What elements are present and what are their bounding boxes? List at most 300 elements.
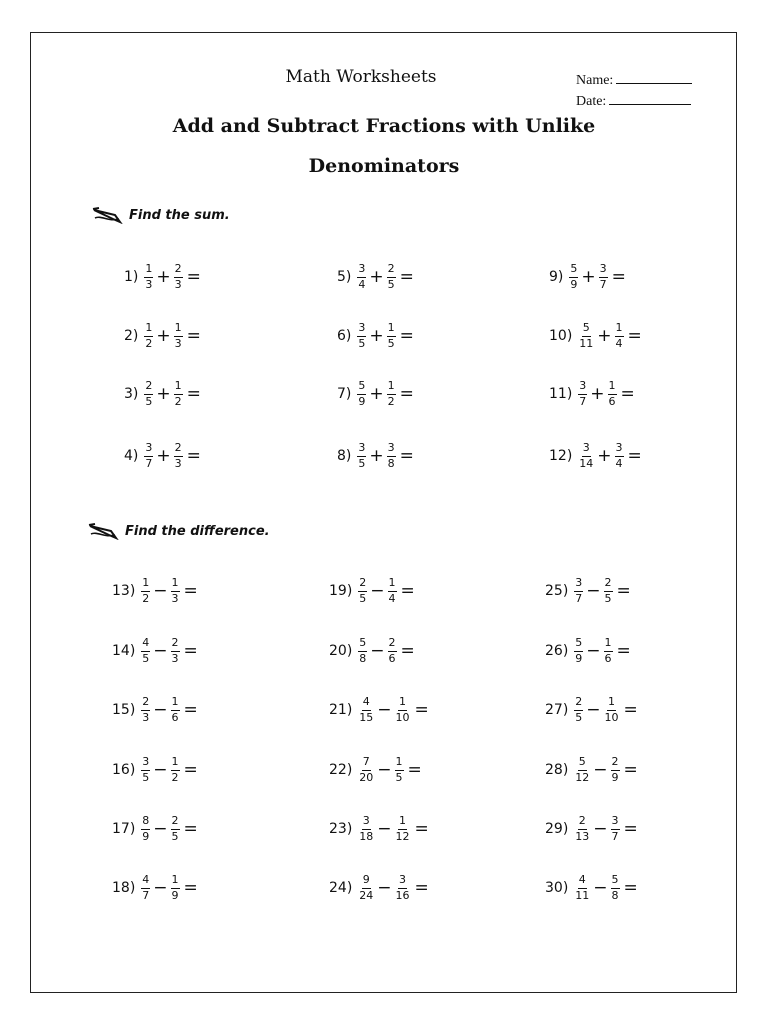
equals-sign: = bbox=[399, 384, 414, 405]
numerator: 3 bbox=[574, 577, 583, 592]
equals-sign: = bbox=[183, 819, 198, 840]
denominator: 7 bbox=[611, 829, 619, 843]
problem-item bbox=[549, 380, 635, 408]
problem-number: 15) bbox=[112, 702, 136, 719]
fraction-a bbox=[357, 263, 366, 291]
equals-sign: = bbox=[186, 267, 201, 288]
denominator: 16 bbox=[395, 888, 410, 902]
problem-item bbox=[329, 815, 429, 843]
denominator: 5 bbox=[387, 277, 395, 291]
numerator: 1 bbox=[174, 322, 183, 337]
pencil-icon bbox=[91, 206, 123, 224]
fraction-b bbox=[174, 263, 183, 291]
problem-item bbox=[112, 637, 198, 665]
fraction-a bbox=[357, 322, 366, 350]
denominator: 15 bbox=[359, 710, 374, 724]
operator: − bbox=[593, 760, 608, 781]
equals-sign: = bbox=[623, 878, 638, 899]
fraction-b bbox=[171, 577, 180, 605]
problem-item bbox=[337, 380, 414, 408]
fraction-b bbox=[174, 380, 183, 408]
operator: + bbox=[369, 267, 384, 288]
operator: − bbox=[593, 878, 608, 899]
fraction-b bbox=[611, 756, 620, 784]
numerator: 2 bbox=[141, 696, 150, 711]
problem-number: 17) bbox=[112, 821, 136, 838]
section-difference-heading bbox=[87, 522, 270, 540]
equals-sign: = bbox=[414, 878, 429, 899]
numerator: 1 bbox=[604, 637, 613, 652]
equals-sign: = bbox=[183, 581, 198, 602]
denominator: 3 bbox=[171, 651, 179, 665]
denominator: 5 bbox=[358, 456, 366, 470]
operator: + bbox=[590, 384, 605, 405]
equals-sign: = bbox=[627, 326, 642, 347]
problem-number: 29) bbox=[545, 821, 569, 838]
operator: − bbox=[153, 878, 168, 899]
fraction-b bbox=[388, 577, 397, 605]
numerator: 5 bbox=[358, 637, 367, 652]
problem-item bbox=[112, 756, 198, 784]
fraction-a bbox=[574, 874, 590, 902]
denominator: 5 bbox=[145, 394, 153, 408]
numerator: 1 bbox=[171, 874, 180, 889]
fraction-a bbox=[358, 874, 374, 902]
denominator: 3 bbox=[171, 591, 179, 605]
denominator: 9 bbox=[570, 277, 578, 291]
problem-number: 19) bbox=[329, 583, 353, 600]
equals-sign: = bbox=[623, 700, 638, 721]
denominator: 5 bbox=[358, 336, 366, 350]
denominator: 9 bbox=[575, 651, 583, 665]
denominator: 12 bbox=[575, 770, 590, 784]
denominator: 5 bbox=[387, 336, 395, 350]
denominator: 3 bbox=[145, 277, 153, 291]
fraction-b bbox=[171, 756, 180, 784]
numerator: 3 bbox=[144, 442, 153, 457]
operator: + bbox=[369, 446, 384, 467]
denominator: 6 bbox=[604, 651, 612, 665]
operator: − bbox=[586, 581, 601, 602]
denominator: 6 bbox=[608, 394, 616, 408]
section-heading-text: Find the sum. bbox=[129, 207, 230, 223]
equals-sign: = bbox=[183, 878, 198, 899]
denominator: 5 bbox=[171, 829, 179, 843]
fraction-a bbox=[144, 442, 153, 470]
problem-number: 4) bbox=[124, 448, 139, 465]
numerator: 2 bbox=[578, 815, 587, 830]
problem-number: 16) bbox=[112, 762, 136, 779]
fraction-b bbox=[387, 442, 396, 470]
denominator: 9 bbox=[611, 770, 619, 784]
fraction-b bbox=[611, 815, 620, 843]
operator: − bbox=[153, 700, 168, 721]
fraction-a bbox=[144, 263, 153, 291]
operator: − bbox=[370, 581, 385, 602]
problem-number: 27) bbox=[545, 702, 569, 719]
fraction-b bbox=[611, 874, 620, 902]
numerator: 1 bbox=[144, 263, 153, 278]
problem-item bbox=[549, 263, 626, 291]
numerator: 3 bbox=[578, 380, 587, 395]
denominator: 5 bbox=[359, 591, 367, 605]
problem-number: 14) bbox=[112, 643, 136, 660]
problem-number: 22) bbox=[329, 762, 353, 779]
equals-sign: = bbox=[186, 446, 201, 467]
denominator: 5 bbox=[395, 770, 403, 784]
operator: + bbox=[156, 384, 171, 405]
numerator: 5 bbox=[569, 263, 578, 278]
equals-sign: = bbox=[183, 760, 198, 781]
operator: − bbox=[377, 760, 392, 781]
problem-number: 1) bbox=[124, 269, 139, 286]
denominator: 6 bbox=[388, 651, 396, 665]
numerator: 3 bbox=[615, 442, 624, 457]
operator: − bbox=[593, 819, 608, 840]
numerator: 4 bbox=[141, 637, 150, 652]
denominator: 6 bbox=[171, 710, 179, 724]
fraction-a bbox=[574, 815, 590, 843]
fraction-a bbox=[141, 696, 150, 724]
equals-sign: = bbox=[623, 819, 638, 840]
denominator: 3 bbox=[174, 336, 182, 350]
fraction-b bbox=[387, 380, 396, 408]
problem-number: 3) bbox=[124, 386, 139, 403]
denominator: 12 bbox=[395, 829, 410, 843]
problem-item bbox=[545, 874, 638, 902]
problem-number: 18) bbox=[112, 880, 136, 897]
numerator: 3 bbox=[611, 815, 620, 830]
problem-item bbox=[112, 696, 198, 724]
numerator: 1 bbox=[398, 815, 407, 830]
operator: − bbox=[153, 641, 168, 662]
problem-number: 28) bbox=[545, 762, 569, 779]
numerator: 5 bbox=[611, 874, 620, 889]
fraction-b bbox=[604, 696, 620, 724]
operator: − bbox=[377, 878, 392, 899]
date-blank-line bbox=[609, 92, 691, 105]
fraction-a bbox=[569, 263, 578, 291]
operator: − bbox=[586, 700, 601, 721]
numerator: 2 bbox=[171, 815, 180, 830]
denominator: 7 bbox=[579, 394, 587, 408]
numerator: 1 bbox=[387, 380, 396, 395]
numerator: 1 bbox=[615, 322, 624, 337]
operator: + bbox=[597, 326, 612, 347]
operator: − bbox=[153, 819, 168, 840]
numerator: 3 bbox=[582, 442, 591, 457]
operator: + bbox=[597, 446, 612, 467]
numerator: 1 bbox=[607, 696, 616, 711]
numerator: 3 bbox=[357, 322, 366, 337]
equals-sign: = bbox=[623, 760, 638, 781]
fraction-a bbox=[578, 380, 587, 408]
fraction-a bbox=[358, 637, 367, 665]
fraction-a bbox=[358, 577, 367, 605]
fraction-a bbox=[141, 874, 150, 902]
equals-sign: = bbox=[620, 384, 635, 405]
problem-number: 10) bbox=[549, 328, 573, 345]
problem-item bbox=[329, 696, 429, 724]
equals-sign: = bbox=[399, 446, 414, 467]
numerator: 2 bbox=[144, 380, 153, 395]
equals-sign: = bbox=[407, 760, 422, 781]
denominator: 5 bbox=[142, 651, 150, 665]
denominator: 4 bbox=[615, 336, 623, 350]
problem-item bbox=[329, 637, 415, 665]
denominator: 14 bbox=[579, 456, 594, 470]
denominator: 3 bbox=[142, 710, 150, 724]
numerator: 1 bbox=[387, 322, 396, 337]
equals-sign: = bbox=[183, 700, 198, 721]
fraction-a bbox=[357, 442, 366, 470]
fraction-a bbox=[144, 380, 153, 408]
numerator: 1 bbox=[171, 577, 180, 592]
site-title: Math Worksheets bbox=[285, 67, 437, 87]
fraction-a bbox=[358, 815, 374, 843]
denominator: 10 bbox=[604, 710, 619, 724]
numerator: 3 bbox=[357, 442, 366, 457]
fraction-b bbox=[174, 322, 183, 350]
numerator: 7 bbox=[362, 756, 371, 771]
fraction-b bbox=[171, 696, 180, 724]
numerator: 1 bbox=[144, 322, 153, 337]
problem-item bbox=[329, 577, 415, 605]
denominator: 10 bbox=[395, 710, 410, 724]
denominator: 5 bbox=[142, 770, 150, 784]
problem-item bbox=[124, 442, 201, 470]
fraction-a bbox=[574, 577, 583, 605]
problem-item bbox=[545, 815, 638, 843]
equals-sign: = bbox=[183, 641, 198, 662]
numerator: 2 bbox=[358, 577, 367, 592]
problem-item bbox=[337, 263, 414, 291]
numerator: 3 bbox=[357, 263, 366, 278]
numerator: 2 bbox=[174, 263, 183, 278]
denominator: 24 bbox=[359, 888, 374, 902]
fraction-a bbox=[574, 637, 583, 665]
equals-sign: = bbox=[616, 581, 631, 602]
equals-sign: = bbox=[611, 267, 626, 288]
fraction-b bbox=[387, 263, 396, 291]
fraction-a bbox=[357, 380, 366, 408]
denominator: 7 bbox=[142, 888, 150, 902]
denominator: 9 bbox=[142, 829, 150, 843]
denominator: 3 bbox=[174, 277, 182, 291]
fraction-a bbox=[141, 756, 150, 784]
numerator: 5 bbox=[578, 756, 587, 771]
problem-item bbox=[112, 577, 198, 605]
denominator: 4 bbox=[358, 277, 366, 291]
numerator: 5 bbox=[574, 637, 583, 652]
operator: + bbox=[369, 384, 384, 405]
fraction-a bbox=[578, 442, 594, 470]
numerator: 3 bbox=[362, 815, 371, 830]
numerator: 4 bbox=[141, 874, 150, 889]
denominator: 4 bbox=[388, 591, 396, 605]
denominator: 7 bbox=[145, 456, 153, 470]
problem-number: 13) bbox=[112, 583, 136, 600]
operator: − bbox=[586, 641, 601, 662]
numerator: 3 bbox=[387, 442, 396, 457]
date-label: Date: bbox=[576, 94, 607, 109]
operator: + bbox=[581, 267, 596, 288]
equals-sign: = bbox=[400, 641, 415, 662]
problem-item bbox=[337, 442, 414, 470]
fraction-b bbox=[395, 696, 411, 724]
denominator: 13 bbox=[575, 829, 590, 843]
fraction-b bbox=[395, 756, 404, 784]
problem-item bbox=[337, 322, 414, 350]
numerator: 1 bbox=[171, 696, 180, 711]
denominator: 3 bbox=[174, 456, 182, 470]
fraction-b bbox=[608, 380, 617, 408]
problem-item bbox=[124, 322, 201, 350]
numerator: 5 bbox=[582, 322, 591, 337]
operator: + bbox=[369, 326, 384, 347]
operator: − bbox=[153, 581, 168, 602]
equals-sign: = bbox=[616, 641, 631, 662]
fraction-a bbox=[358, 756, 374, 784]
problem-number: 30) bbox=[545, 880, 569, 897]
equals-sign: = bbox=[414, 819, 429, 840]
problem-number: 5) bbox=[337, 269, 352, 286]
numerator: 2 bbox=[388, 637, 397, 652]
problem-item bbox=[329, 756, 422, 784]
equals-sign: = bbox=[627, 446, 642, 467]
denominator: 11 bbox=[575, 888, 590, 902]
denominator: 5 bbox=[575, 710, 583, 724]
problem-item bbox=[545, 637, 631, 665]
worksheet-title-line-2: Denominators bbox=[308, 155, 460, 177]
numerator: 2 bbox=[174, 442, 183, 457]
numerator: 1 bbox=[398, 696, 407, 711]
denominator: 2 bbox=[142, 591, 150, 605]
operator: + bbox=[156, 267, 171, 288]
problem-item bbox=[545, 696, 638, 724]
numerator: 1 bbox=[174, 380, 183, 395]
numerator: 2 bbox=[604, 577, 613, 592]
equals-sign: = bbox=[186, 384, 201, 405]
denominator: 9 bbox=[171, 888, 179, 902]
fraction-b bbox=[171, 815, 180, 843]
denominator: 8 bbox=[359, 651, 367, 665]
operator: − bbox=[153, 760, 168, 781]
fraction-a bbox=[141, 637, 150, 665]
problem-number: 26) bbox=[545, 643, 569, 660]
denominator: 2 bbox=[171, 770, 179, 784]
problem-number: 25) bbox=[545, 583, 569, 600]
fraction-b bbox=[174, 442, 183, 470]
problem-number: 20) bbox=[329, 643, 353, 660]
numerator: 2 bbox=[387, 263, 396, 278]
numerator: 9 bbox=[362, 874, 371, 889]
operator: + bbox=[156, 326, 171, 347]
denominator: 2 bbox=[145, 336, 153, 350]
problem-number: 21) bbox=[329, 702, 353, 719]
problem-item bbox=[329, 874, 429, 902]
operator: + bbox=[156, 446, 171, 467]
problem-item bbox=[112, 815, 198, 843]
denominator: 5 bbox=[604, 591, 612, 605]
numerator: 5 bbox=[357, 380, 366, 395]
fraction-b bbox=[395, 874, 411, 902]
problem-number: 12) bbox=[549, 448, 573, 465]
section-sum-heading bbox=[91, 206, 230, 224]
fraction-a bbox=[358, 696, 374, 724]
denominator: 8 bbox=[611, 888, 619, 902]
equals-sign: = bbox=[399, 326, 414, 347]
fraction-b bbox=[171, 874, 180, 902]
name-blank-line bbox=[616, 71, 692, 84]
fraction-b bbox=[604, 637, 613, 665]
fraction-a bbox=[578, 322, 594, 350]
denominator: 20 bbox=[359, 770, 374, 784]
problem-number: 11) bbox=[549, 386, 573, 403]
problem-number: 7) bbox=[337, 386, 352, 403]
fraction-b bbox=[615, 322, 624, 350]
problem-number: 23) bbox=[329, 821, 353, 838]
problem-number: 2) bbox=[124, 328, 139, 345]
numerator: 3 bbox=[398, 874, 407, 889]
fraction-b bbox=[395, 815, 411, 843]
problem-item bbox=[549, 322, 642, 350]
equals-sign: = bbox=[414, 700, 429, 721]
fraction-a bbox=[574, 756, 590, 784]
denominator: 2 bbox=[174, 394, 182, 408]
problem-item bbox=[545, 756, 638, 784]
name-field bbox=[576, 71, 692, 89]
fraction-b bbox=[387, 322, 396, 350]
fraction-b bbox=[171, 637, 180, 665]
operator: − bbox=[370, 641, 385, 662]
fraction-b bbox=[388, 637, 397, 665]
problem-item bbox=[545, 577, 631, 605]
numerator: 8 bbox=[141, 815, 150, 830]
fraction-a bbox=[141, 577, 150, 605]
fraction-a bbox=[141, 815, 150, 843]
numerator: 1 bbox=[141, 577, 150, 592]
denominator: 8 bbox=[387, 456, 395, 470]
equals-sign: = bbox=[186, 326, 201, 347]
fraction-a bbox=[144, 322, 153, 350]
denominator: 18 bbox=[359, 829, 374, 843]
denominator: 2 bbox=[387, 394, 395, 408]
numerator: 3 bbox=[599, 263, 608, 278]
problem-number: 9) bbox=[549, 269, 564, 286]
numerator: 1 bbox=[388, 577, 397, 592]
name-label: Name: bbox=[576, 73, 614, 88]
numerator: 4 bbox=[578, 874, 587, 889]
problem-item bbox=[112, 874, 198, 902]
problem-number: 24) bbox=[329, 880, 353, 897]
problem-item bbox=[549, 442, 642, 470]
denominator: 11 bbox=[579, 336, 594, 350]
denominator: 7 bbox=[575, 591, 583, 605]
fraction-b bbox=[615, 442, 624, 470]
date-field bbox=[576, 92, 691, 110]
problem-number: 6) bbox=[337, 328, 352, 345]
numerator: 2 bbox=[611, 756, 620, 771]
fraction-a bbox=[574, 696, 583, 724]
numerator: 1 bbox=[395, 756, 404, 771]
problem-item bbox=[124, 380, 201, 408]
section-heading-text: Find the difference. bbox=[125, 523, 270, 539]
worksheet-title-line-1: Add and Subtract Fractions with Unlike bbox=[172, 115, 596, 137]
denominator: 7 bbox=[599, 277, 607, 291]
equals-sign: = bbox=[400, 581, 415, 602]
fraction-b bbox=[599, 263, 608, 291]
